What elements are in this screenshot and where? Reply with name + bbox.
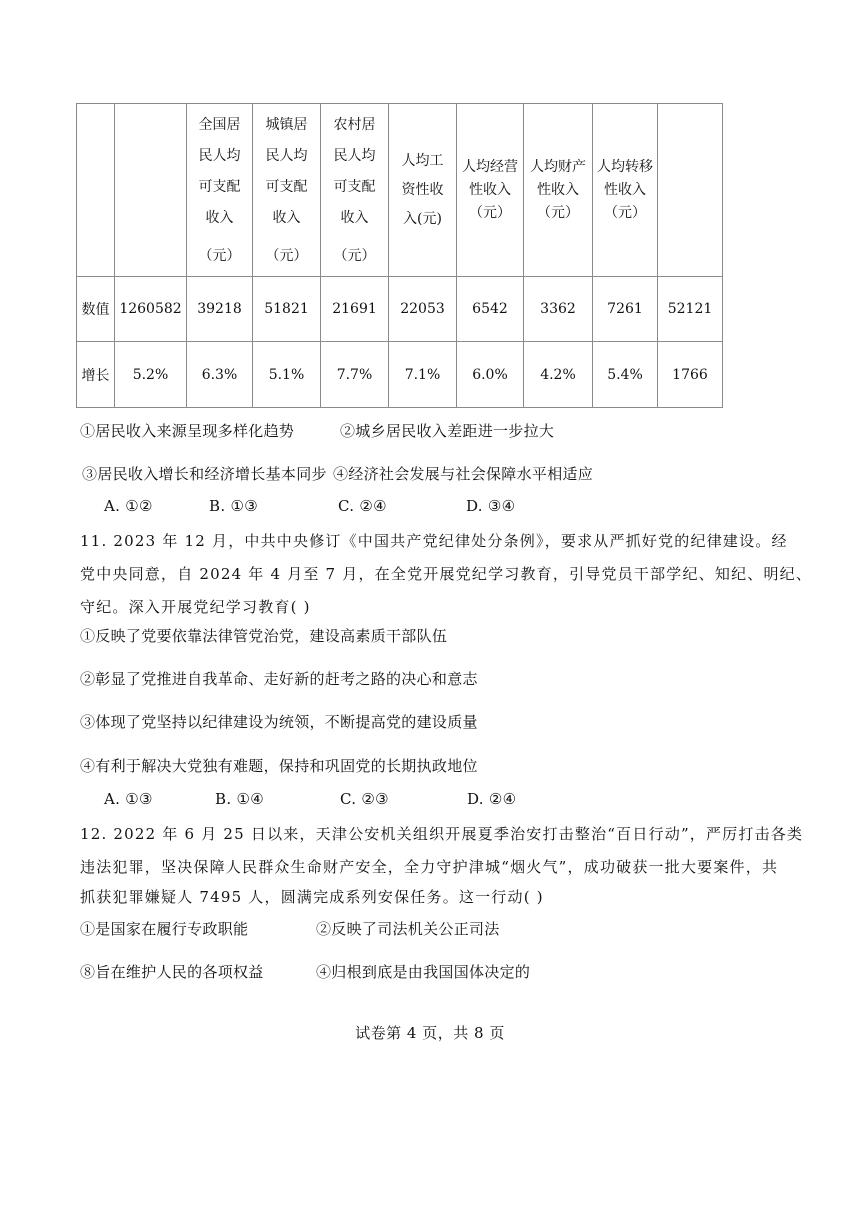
option-b[interactable]: B. ①④ [215,790,264,808]
header-text: 人均工 [401,152,444,169]
header-text: 农村居 [333,117,376,133]
table-header-cell [389,104,457,277]
option-b[interactable]: B. ①③ [209,497,258,515]
option-a[interactable]: A. ①③ [104,790,153,808]
table-cell: 7.1% [389,342,457,408]
header-text: 全国居 [198,117,241,133]
header-text: 民人均 [333,148,376,164]
q12-statement: ④归根到底是由我国国体决定的 [316,963,531,981]
header-text: 入(元) [403,210,442,227]
header-text: 性收入 [604,181,646,198]
table-cell: 5.4% [593,342,658,408]
option-a[interactable]: A. ①② [104,497,153,515]
row-label: 增长 [77,342,115,408]
q12-statement-row [80,961,531,982]
table-cell: 52121 [658,277,723,342]
table-cell: 5.2% [115,342,187,408]
header-text: 民人均 [198,148,241,164]
header-text: 可支配 [265,179,308,195]
header-text: 城镇居 [265,117,308,133]
header-text: 民人均 [265,148,308,164]
row-label: 数值 [77,277,115,342]
table-cell: 6.0% [457,342,524,408]
q10-statement: ③居民收入增长和经济增长基本同步 [82,465,327,483]
income-statistics-table [76,103,723,408]
table-header-cell [187,104,253,277]
option-d[interactable]: D. ②④ [467,790,517,808]
table-row [77,277,723,342]
table-header-cell [77,104,115,277]
header-text: 人均经营 [462,158,518,175]
table-row [77,342,723,408]
q11-statement: ②彰显了党推进自我革命、走好新的赶考之路的决心和意志 [80,670,478,688]
table-cell: 4.2% [524,342,593,408]
table-header-cell [253,104,321,277]
q11-stem-line: 11. 2023 年 12 月，中共中央修订《中国共产党纪律处分条例》，要求从严抓好党的纪律建设。经 [80,532,788,550]
header-text: 性收入 [537,181,579,198]
header-unit: （元） [265,248,308,264]
header-unit: （元） [198,248,241,264]
q12-stem-line: 违法犯罪，坚决保障人民群众生命财产安全，全力守护津城“烟火气”，成功破获一批大要案件，共 [80,858,779,876]
table-header-cell [593,104,658,277]
q12-statement: ①是国家在履行专政职能 [80,920,249,938]
table-cell: 6.3% [187,342,253,408]
option-d[interactable]: D. ③④ [466,497,516,515]
table-cell: 1260582 [115,277,187,342]
table-cell: 21691 [321,277,389,342]
table-header-cell [115,104,187,277]
q10-statement: ④经济社会发展与社会保障水平相适应 [333,465,594,483]
table-header-cell [457,104,524,277]
table-cell: 7261 [593,277,658,342]
q12-statement: ⑧旨在维护人民的各项权益 [80,963,264,981]
table-cell: 6542 [457,277,524,342]
table-header-cell [658,104,723,277]
option-c[interactable]: C. ②④ [338,497,387,515]
option-c[interactable]: C. ②③ [340,790,389,808]
header-unit: （元） [333,248,376,264]
header-text: 性收入 [469,181,511,198]
q12-statement: ②反映了司法机关公正司法 [316,920,500,938]
table-cell: 51821 [253,277,321,342]
page-footer: 试卷第 4 页，共 8 页 [355,1024,505,1042]
q12-stem-line: 12. 2022 年 6 月 25 日以来，天津公安机关组织开展夏季治安打击整治“百日行动”，严厉打击各类 [80,825,804,843]
table-cell: 5.1% [253,342,321,408]
header-unit: （元） [469,204,511,221]
table-cell: 3362 [524,277,593,342]
header-text: 可支配 [333,179,376,195]
header-text: 人均转移 [597,158,653,175]
q12-stem-line: 抓获犯罪嫌疑人 7495 人，圆满完成系列安保任务。这一行动( ) [80,888,544,906]
q11-statement: ④有利于解决大党独有难题，保持和巩固党的长期执政地位 [80,757,478,775]
header-unit: （元） [537,204,579,221]
q10-statement: ①居民收入来源呈现多样化趋势 [80,422,295,440]
header-text: 资性收 [401,181,444,198]
table-header-cell [524,104,593,277]
header-unit: （元） [604,204,646,221]
q12-statement-row [80,918,500,939]
q10-statement-row [82,463,594,484]
header-text: 收入 [272,210,301,226]
header-text: 收入 [205,210,234,226]
q11-stem-line: 党中央同意，自 2024 年 4 月至 7 月，在全党开展党纪学习教育，引导党员干部学纪、知纪、明纪、 [80,565,813,583]
table-cell: 39218 [187,277,253,342]
q11-stem-line: 守纪。深入开展党纪学习教育( ) [80,598,311,616]
table-cell: 7.7% [321,342,389,408]
table-cell: 22053 [389,277,457,342]
header-text: 可支配 [198,179,241,195]
header-text: 人均财产 [530,158,586,175]
q11-statement: ③体现了党坚持以纪律建设为统领，不断提高党的建设质量 [80,713,478,731]
q10-statement: ②城乡居民收入差距进一步拉大 [340,422,555,440]
table-header-cell [321,104,389,277]
q10-statement-row [80,420,555,441]
q11-statement: ①反映了党要依靠法律管党治党，建设高素质干部队伍 [80,627,448,645]
table-header-row [77,104,723,277]
table-cell: 1766 [658,342,723,408]
header-text: 收入 [340,210,369,226]
